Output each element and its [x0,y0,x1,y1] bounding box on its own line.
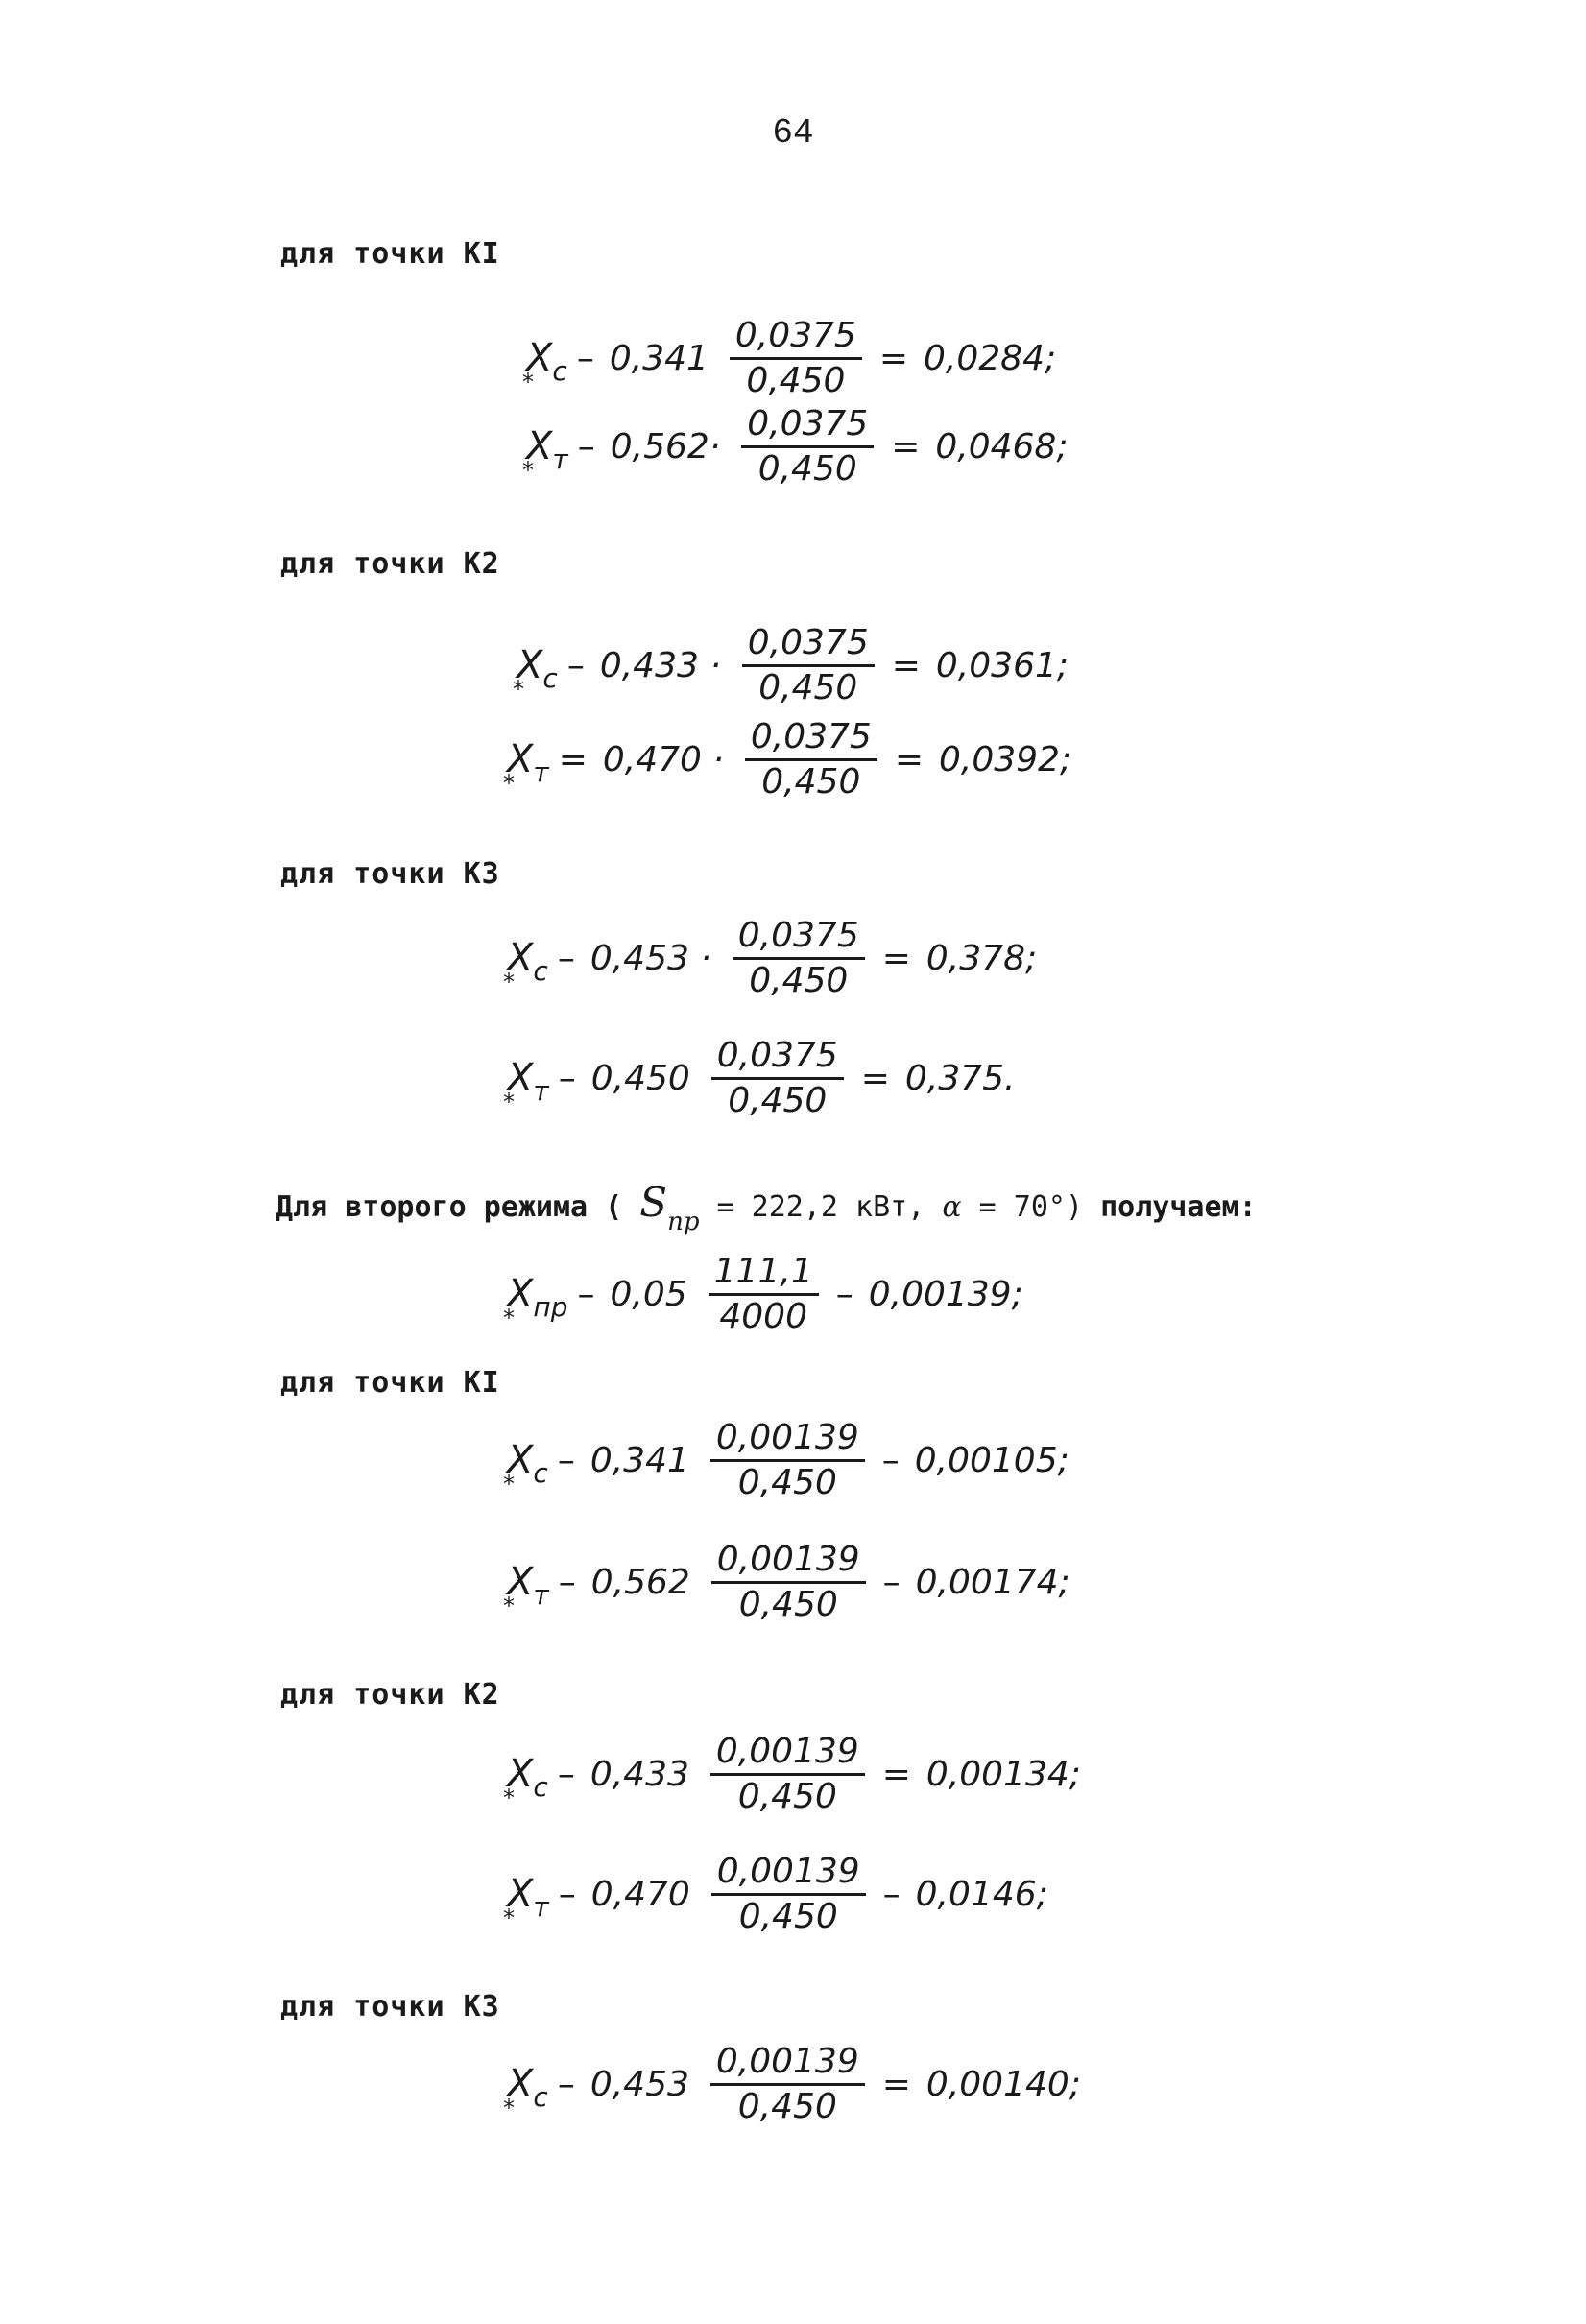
coefficient: 0,341 [609,338,709,378]
result: 0,378; [925,938,1038,978]
result: 0,00174; [915,1562,1070,1602]
coefficient: 0,433 [589,1754,689,1794]
fraction: $\frac{0,00139}{0,450}$ [711,1853,866,1935]
equation-xc-k3-mode2: $X_c$ * – 0,453 $\frac{0,00139}{0,450}$ = 0,00140; [503,2042,1081,2126]
fraction: $\frac{0,00139}{0,450}$ [710,2043,865,2125]
equation-xc-k2: $X_c$ * – 0,433 · $\frac{0,0375}{0,450}$ = 0,0361; [513,623,1069,707]
result: 0,00105; [914,1440,1069,1480]
result: 0,0146; [915,1874,1048,1914]
variable: $X_c$ * [522,336,567,396]
fraction: $\frac{0,00139}{0,450}$ [710,1733,865,1815]
page-number: 64 [772,113,814,153]
fraction: $\frac{0,0375}{0,450}$ [745,718,877,801]
fraction: $\frac{0,0375}{0,450}$ [730,317,862,399]
section-heading-k3-mode2: для точки К3 [280,1990,500,2024]
equation-xt-k2: $X_т$ * = 0,470 · $\frac{0,0375}{0,450}$ = 0,0392; [503,717,1072,802]
section-heading-k1-mode2: для точки КI [280,1366,500,1400]
equation-xc-k1-mode2: $X_c$ * – 0,341 $\frac{0,00139}{0,450}$ – 0,00105; [503,1418,1069,1502]
fraction: $\frac{0,0375}{0,450}$ [711,1037,844,1119]
fraction: $\frac{0,0375}{0,450}$ [742,624,875,707]
equation-xc-k3: $X_c$ * – 0,453 · $\frac{0,0375}{0,450}$ = 0,378; [503,916,1038,1000]
equation-xt-k2-mode2: $X_т$ * – 0,470 $\frac{0,00139}{0,450}$ – 0,0146; [503,1852,1048,1936]
section-heading-k2-mode2: для точки К2 [280,1678,500,1712]
coefficient: 0,562· [610,426,721,467]
fraction: $\frac{0,00139}{0,450}$ [711,1541,866,1623]
coefficient: 0,05 [610,1274,687,1314]
equation-xt-k1-mode2: $X_т$ * – 0,562 $\frac{0,00139}{0,450}$ – 0,00174; [503,1540,1070,1624]
equation-xc-k1: $X_c$ * – 0,341 $\frac{0,0375}{0,450}$ = 0,0284; [522,316,1057,400]
section-heading-k1: для точки КI [280,237,500,271]
variable: $X_т$ * [522,424,568,485]
fraction: $\frac{0,0375}{0,450}$ [741,405,874,488]
fraction: $\frac{111,1}{4000}$ [709,1253,819,1335]
coefficient: 0,453 · [589,938,711,978]
equation-xt-k3: $X_т$ * – 0,450 $\frac{0,0375}{0,450}$ = 0,375. [503,1036,1016,1120]
equation-xt-k1: $X_т$ * – 0,562· $\frac{0,0375}{0,450}$ = 0,0468; [522,404,1069,489]
equation-xc-k2-mode2: $X_c$ * – 0,433 $\frac{0,00139}{0,450}$ = 0,00134; [503,1732,1081,1816]
result: 0,0361; [935,645,1069,685]
section-heading-k2: для точки К2 [280,547,500,581]
coefficient: 0,470 · [602,739,724,779]
coefficient: 0,562 [590,1562,690,1602]
variable: $X_т$ * [503,1056,549,1116]
variable: $X_c$ * [513,643,558,704]
coefficient: 0,341 [589,1440,689,1480]
result: 0,375. [904,1058,1016,1098]
result: 0,00134; [925,1754,1081,1794]
variable: $X_c$ * [503,1752,548,1812]
result: 0,00139; [868,1274,1023,1314]
coefficient: 0,470 [590,1874,690,1914]
coefficient: 0,453 [589,2064,689,2104]
variable: $X_т$ * [503,1560,549,1620]
fraction: $\frac{0,0375}{0,450}$ [733,917,865,999]
result: 0,00140; [925,2064,1081,2104]
result: 0,0468; [935,426,1069,467]
variable: $X_т$ * [503,737,549,798]
variable: $X_т$ * [503,1872,549,1932]
variable: $X_c$ * [503,936,548,996]
result: 0,0392; [938,739,1072,779]
result: 0,0284; [924,338,1057,378]
fraction: $\frac{0,00139}{0,450}$ [710,1419,865,1501]
variable: $X_c$ * [503,1438,548,1498]
equation-xpr: $X_{пр}$ * – 0,05 $\frac{111,1}{4000}$ – 0,00139; [503,1252,1023,1336]
second-mode-statement: Для второго режима ( Sпр = 222,2 кВт, α = 70°) получаем: [276,1179,1257,1236]
coefficient: 0,433 · [599,645,721,685]
variable: $X_c$ * [503,2062,548,2122]
variable: $X_{пр}$ * [503,1272,568,1332]
coefficient: 0,450 [590,1058,690,1098]
section-heading-k3: для точки К3 [280,857,500,891]
